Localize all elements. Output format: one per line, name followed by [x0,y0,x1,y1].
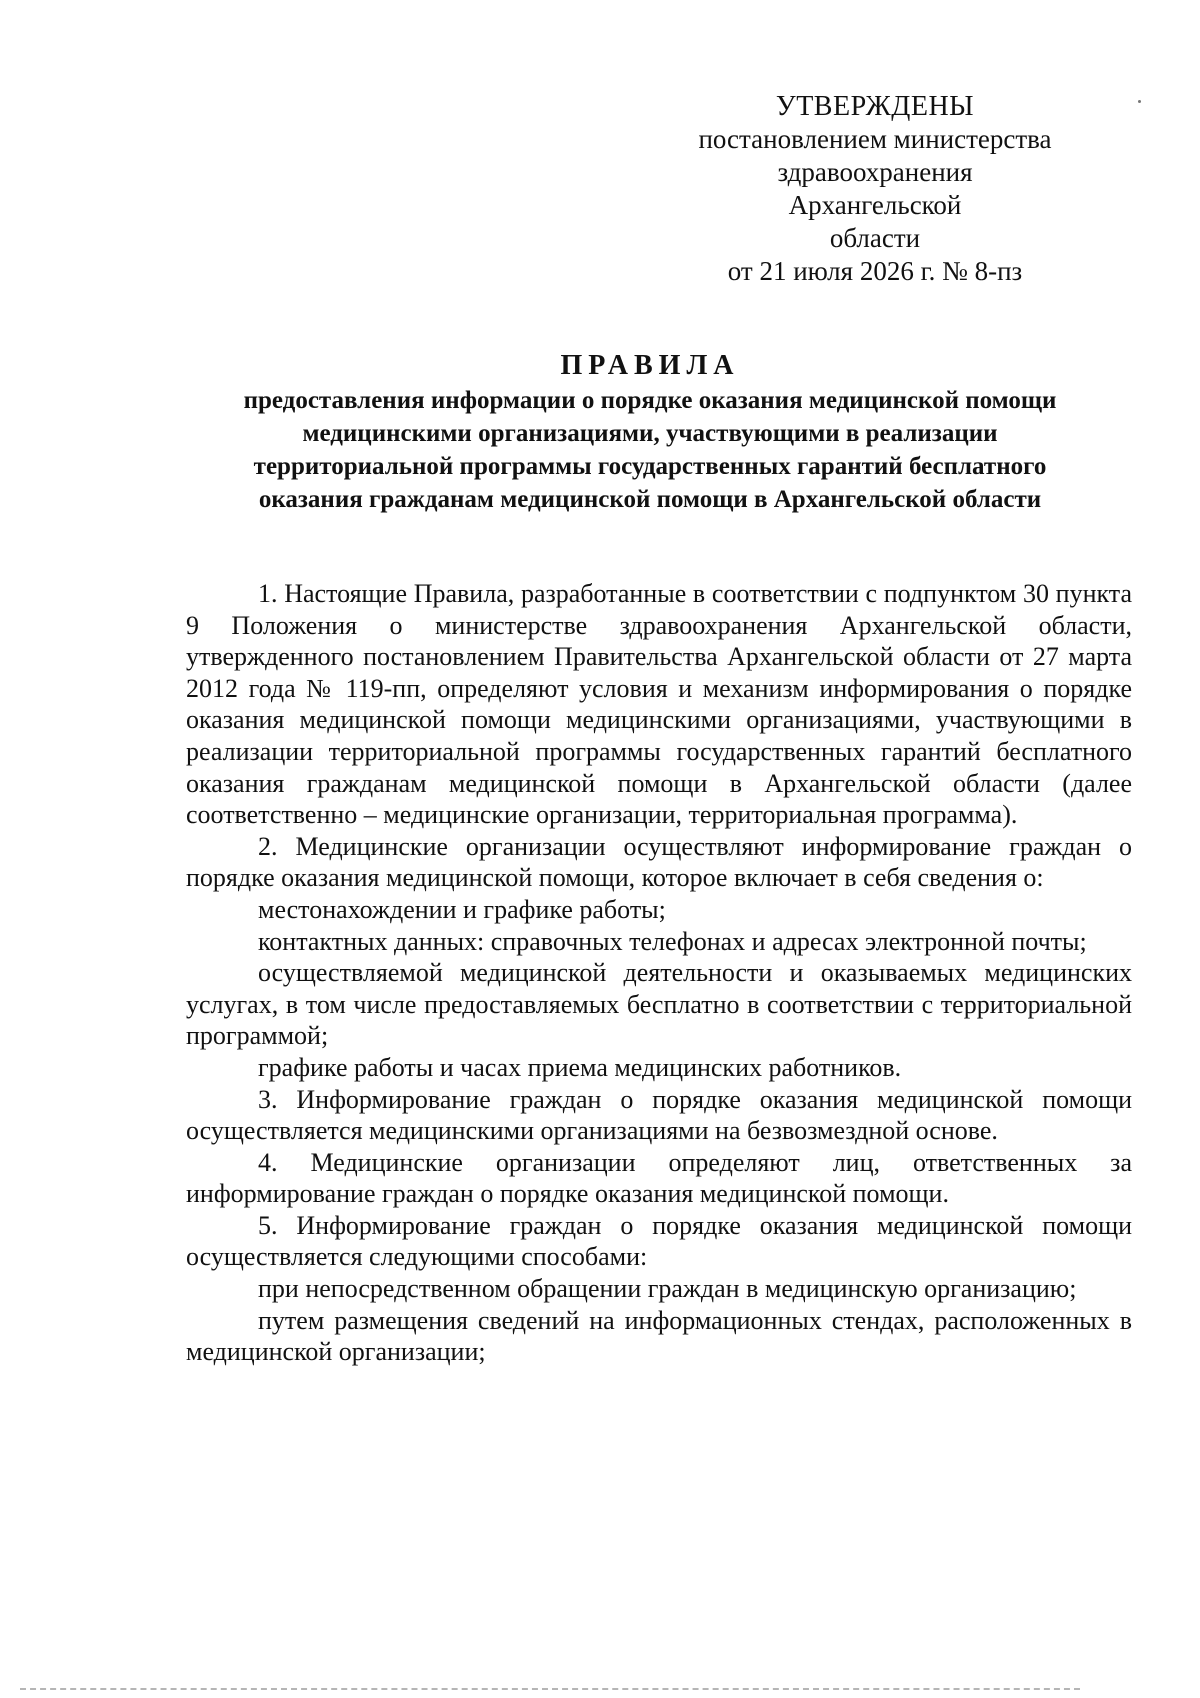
document-subtitle-line: медицинскими организациями, участвующими в реализации [302,420,998,447]
list-item-info-stands: путем размещения сведений на информационных стендах, расположенных в медицинской организации; [186,1305,1132,1367]
paragraph-3: 3. Информирование граждан о порядке оказания медицинской помощи осуществляется медицинскими организациями на безвозмездной основе. [186,1084,1132,1146]
list-item-schedule: графике работы и часах приема медицинских работников. [258,1052,902,1082]
paragraph-5: 5. Информирование граждан о порядке оказания медицинской помощи осуществляется следующими способами: [186,1210,1132,1272]
approval-line: области [829,223,921,253]
document-subtitle-line: оказания гражданам медицинской помощи в Архангельской области [258,486,1042,513]
list-item-location: местонахождении и графике работы; [258,894,666,924]
approval-heading: УТВЕРЖДЕНЫ [775,91,975,122]
paragraph-2: 2. Медицинские организации осуществляют информирование граждан о порядке оказания медицинской помощи, которое включает в себя сведения о: [186,831,1132,893]
approval-line: постановлением министерства [698,124,1052,154]
document-body [186,578,1132,1368]
document-title-block [170,348,1130,516]
approval-line: здравоохранения Архангельской [777,157,973,220]
paragraph-4: 4. Медицинские организации определяют лиц, ответственных за информирование граждан о порядке оказания медицинской помощи. [186,1147,1132,1209]
scan-speck [1138,100,1141,103]
paragraph-1: 1. Настоящие Правила, разработанные в соответствии с подпунктом 30 пункта 9 Положения о министерстве здравоохранения Архангельской области, утвержденного постановлением Правительства Архангельской области от 27 марта 2012 года № 119-пп, определяют условия и механизм информирования о порядке оказания медицинской помощи медицинскими организациями, участвующими в реализации территориальной программы государственных гарантий бесплатного оказания гражданам медицинской помощи в Архангельской области (далее соответственно – медицинские организации, территориальная программа). [186,579,1132,830]
document-title: ПРАВИЛА [560,350,740,381]
scan-bottom-edge [20,1688,1080,1690]
list-item-services: осуществляемой медицинской деятельности и оказываемых медицинских услугах, в том числе предоставляемых бесплатно в соответствии с территориальной программой; [186,958,1132,1051]
document-subtitle-line: предоставления информации о порядке оказания медицинской помощи [243,387,1057,414]
document-subtitle-line: территориальной программы государственных гарантий бесплатного [253,453,1047,480]
approval-date-number: от 21 июля 2026 г. № 8-пз [727,256,1023,286]
list-item-contacts: контактных данных: справочных телефонах и адресах электронной почты; [258,926,1087,956]
list-item-direct-visit: при непосредственном обращении граждан в медицинскую организацию; [258,1274,1077,1304]
approval-block [690,90,1060,288]
